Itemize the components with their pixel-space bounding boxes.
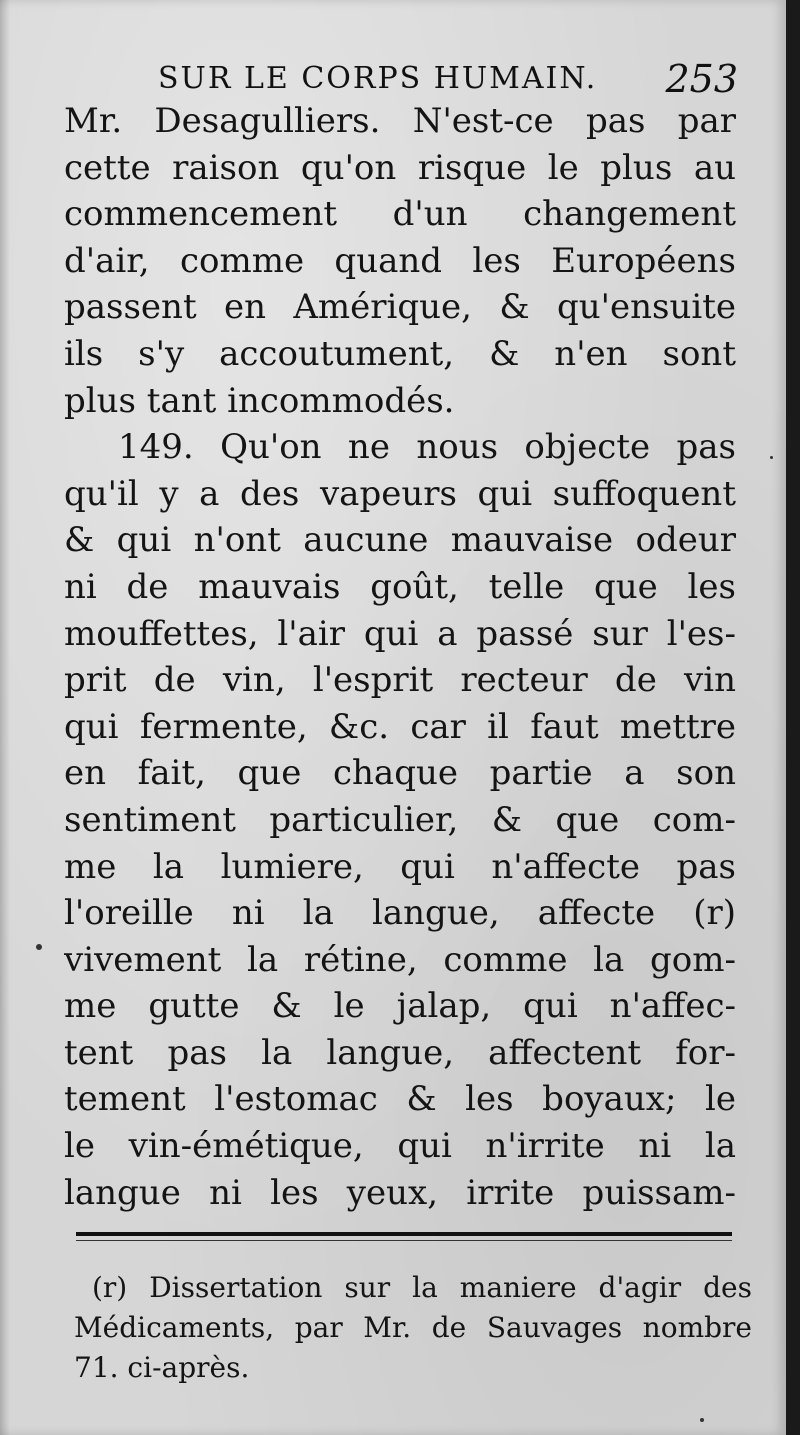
text-line: langue ni les yeux, irrite puissam- xyxy=(64,1172,736,1213)
text-line: me la lumiere, qui n'affecte pas xyxy=(64,846,736,887)
footnote-line: (r) Dissertation sur la maniere d'agir des xyxy=(92,1271,752,1304)
text-line: commencement d'un changement xyxy=(64,194,736,235)
text-line: qui fermente, &c. car il faut mettre xyxy=(64,706,736,747)
text-line: tent pas la langue, affectent for- xyxy=(64,1032,736,1073)
text-line: ils s'y accoutument, & n'en sont xyxy=(64,333,736,374)
text-line: cette raison qu'on risque le plus au xyxy=(64,147,736,188)
text-line: & qui n'ont aucune mauvaise odeur xyxy=(64,520,736,561)
text-line: tement l'estomac & les boyaux; le xyxy=(64,1079,736,1120)
footnote-line: 71. ci-après. xyxy=(74,1351,250,1384)
page-spine-shadow xyxy=(0,0,10,1435)
text-line-paragraph-start: 149. Qu'on ne nous objecte pas xyxy=(118,427,736,468)
text-line: me gutte & le jalap, qui n'affec- xyxy=(64,986,736,1027)
text-line: qu'il y a des vapeurs qui suffoquent xyxy=(64,473,736,514)
text-line: prit de vin, l'esprit recteur de vin xyxy=(64,660,736,701)
page-number: 253 xyxy=(665,57,738,101)
footnote-line: Médicaments, par Mr. de Sauvages nombre xyxy=(74,1311,752,1344)
footnote xyxy=(74,1268,752,1388)
footnote-rule xyxy=(76,1232,732,1236)
running-title: SUR LE CORPS HUMAIN. xyxy=(158,61,598,96)
text-line: ni de mauvais goût, telle que les xyxy=(64,566,736,607)
text-line: passent en Amérique, & qu'ensuite xyxy=(64,287,736,328)
text-line: d'air, comme quand les Européens xyxy=(64,240,736,281)
ink-speck xyxy=(36,944,42,950)
text-line: vivement la rétine, comme la gom- xyxy=(64,939,736,980)
text-line: plus tant incommodés. xyxy=(64,380,455,421)
text-line: mouffettes, l'air qui a passé sur l'es- xyxy=(64,613,736,654)
ink-speck xyxy=(770,456,773,459)
text-line: le vin-émétique, qui n'irrite ni la xyxy=(64,1126,736,1167)
text-line: en fait, que chaque partie a son xyxy=(64,753,736,794)
text-line: l'oreille ni la langue, affecte (r) xyxy=(64,893,736,934)
ink-speck xyxy=(700,1418,704,1422)
body-text xyxy=(64,98,736,1216)
text-line: Mr. Desagulliers. N'est-ce pas par xyxy=(64,101,736,141)
text-line: sentiment particulier, & que com- xyxy=(64,799,736,840)
